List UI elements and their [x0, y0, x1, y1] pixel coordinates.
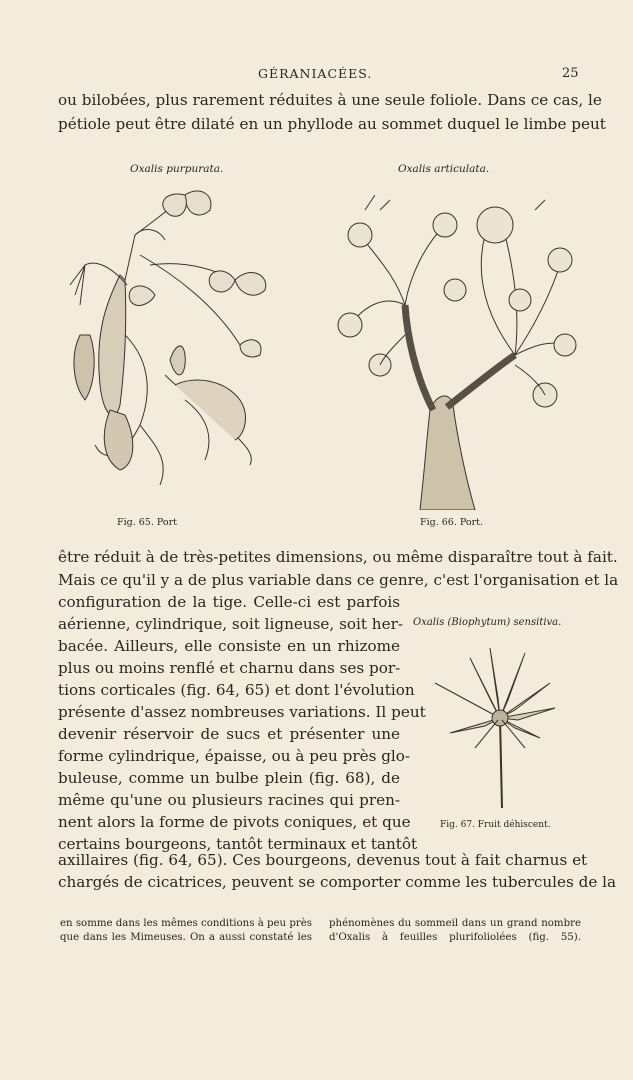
wrapped-line-12: certains bourgeons, tantôt terminaux et tantôt [58, 835, 418, 853]
text-line-2: pétiole peut être dilaté en un phyllode au sommet duquel le limbe peut [58, 115, 606, 133]
fig66-title: Oxalis articulata. [398, 163, 490, 175]
running-head [0, 66, 633, 86]
wrapped-line-9: buleuse, comme un bulbe plein (fig. 68), de [58, 769, 400, 787]
fig67-title: Oxalis (Biophytum) sensitiva. [413, 617, 562, 628]
fig67-caption: Fig. 67. Fruit déhiscent. [440, 820, 551, 830]
footnote-right [329, 917, 581, 945]
wrapped-line-3: bacée. Ailleurs, elle consiste en un rhizome [58, 637, 400, 655]
footnote-right-line-1: phénomènes du sommeil dans un grand nombre [329, 918, 581, 929]
oxalis-sensitiva-fruit-illustration [430, 638, 560, 813]
wrapped-line-7: devenir réservoir de sucs et présenter une [58, 725, 400, 743]
oxalis-purpurata-illustration [65, 185, 285, 505]
text-line-4: Mais ce qu'il y a de plus variable dans ce genre, c'est l'organisation et la [58, 571, 619, 589]
oxalis-articulata-illustration [335, 195, 580, 510]
page-number: 25 [562, 66, 579, 81]
running-title: GÉRANIACÉES. [258, 66, 373, 81]
fig65-title: Oxalis purpurata. [130, 163, 224, 175]
footnote-left-line-1: en somme dans les mêmes conditions à peu près [60, 918, 313, 929]
text-line-1: ou bilobées, plus rarement réduites à une seule foliole. Dans ce cas, le [58, 91, 602, 109]
text-line-6: chargés de cicatrices, peuvent se comporter comme les tubercules de la [58, 873, 617, 891]
footnote-right-line-2: d'Oxalis à feuilles plurifoliolées (fig. 55). [329, 932, 581, 943]
wrapped-line-1: configuration de la tige. Celle-ci est parfois [58, 593, 400, 611]
wrapped-line-4: plus ou moins renflé et charnu dans ses por- [58, 659, 401, 677]
fig66-caption: Fig. 66. Port. [420, 517, 483, 528]
footnote-left-line-2: que dans les Mimeuses. On a aussi constaté les [60, 932, 312, 943]
footnote-left [60, 917, 312, 945]
text-line-5: axillaires (fig. 64, 65). Ces bourgeons, devenus tout à fait charnus et [58, 851, 588, 869]
wrapped-line-11: nent alors la forme de pivots coniques, et que [58, 813, 411, 831]
wrapped-line-2: aérienne, cylindrique, soit ligneuse, soit her- [58, 615, 403, 633]
wrapped-line-8: forme cylindrique, épaisse, ou à peu près glo- [58, 747, 411, 765]
wrapped-line-6: présente d'assez nombreuses variations. Il peut [58, 703, 426, 721]
fig65-caption: Fig. 65. Port [117, 517, 177, 528]
text-line-3: être réduit à de très-petites dimensions, ou même disparaître tout à fait. [58, 548, 618, 566]
wrapped-line-5: tions corticales (fig. 64, 65) et dont l'évolution [58, 681, 415, 699]
wrapped-line-10: même qu'une ou plusieurs racines qui pren- [58, 791, 400, 809]
